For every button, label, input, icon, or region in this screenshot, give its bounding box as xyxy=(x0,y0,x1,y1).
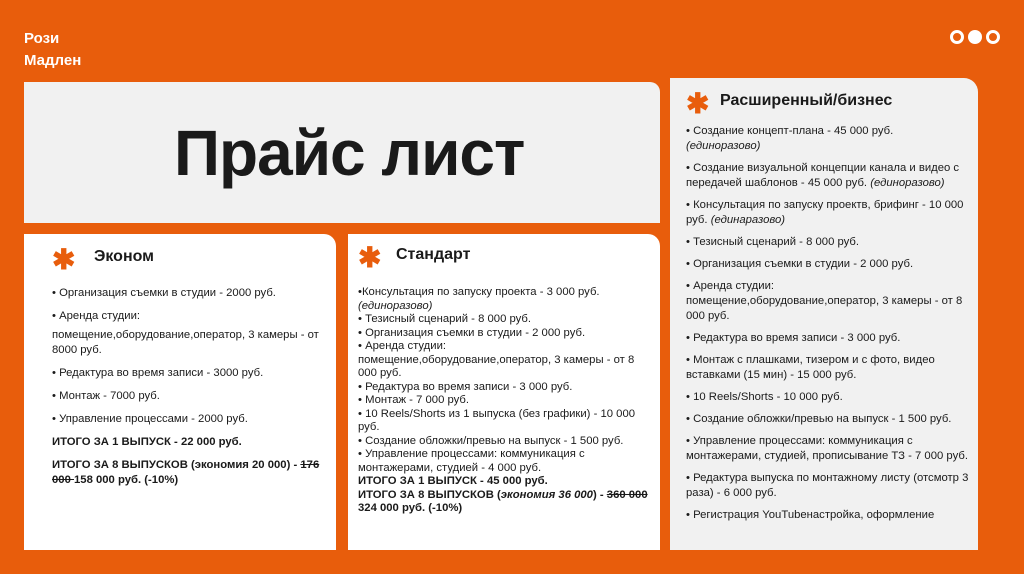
list-item: • Монтаж с плашками, тизером и с фото, видео вставками (15 мин) - 15 000 руб. xyxy=(686,354,935,381)
page-title: Прайс лист xyxy=(174,117,525,189)
list-item: • Тезисный сценарий - 8 000 руб. xyxy=(686,236,860,248)
list-item: • Редактура во время записи - 3 000 руб. xyxy=(686,332,901,344)
list-item: • Монтаж - 7 000 руб. xyxy=(358,394,470,406)
list-item: • Управление процессами - 2000 руб. xyxy=(52,413,248,425)
dot-ring-icon xyxy=(986,30,1000,44)
list-item: • Редактура во время записи - 3000 руб. xyxy=(52,367,264,379)
list-item: • Управление процессами: коммуникация с монтажерами, студией, прописывание ТЗ - 7 000 руб. xyxy=(686,435,968,462)
list-item: • Консультация по запуску проектв, брифинг - 10 000 руб. (единаразово) xyxy=(686,199,964,226)
list-item: • Аренда студии: помещение,оборудование,оператор, 3 камеры - от 8 000 руб. xyxy=(686,280,963,322)
old-price: 360 000 xyxy=(606,488,648,501)
brand-line-1: Рози xyxy=(24,30,60,47)
list-item: • Редактура во время записи - 3 000 руб. xyxy=(358,380,573,393)
list-item: • Организация съемки в студии - 2 000 руб. xyxy=(686,258,914,270)
list-item: • Монтаж - 7000 руб. xyxy=(52,390,160,402)
list-item: • Организация съемки в студии - 2000 руб. xyxy=(52,287,276,299)
list-item: • Создание обложки/превью на выпуск - 1 500 руб. xyxy=(358,434,624,447)
total-one-episode: ИТОГО ЗА 1 ВЫПУСК - 22 000 руб. xyxy=(52,436,242,448)
asterisk-icon: ✱ xyxy=(52,244,76,275)
list-item: • Создание концепт-плана - 45 000 руб. (единоразово) xyxy=(686,125,894,152)
list-item-note: (единоразово) xyxy=(358,299,433,312)
list-item: • 10 Reels/Shorts из 1 выпуска (без графики) - 10 000 руб. xyxy=(358,407,636,433)
list-item: • Создание визуальной концепции канала и видео с передачей шаблонов - 45 000 руб. (единоразово) xyxy=(686,162,960,189)
asterisk-icon: ✱ xyxy=(358,242,382,273)
plan-card-ekonom xyxy=(24,234,336,550)
list-item: • Управление процессами: коммуникация с монтажерами, студией - 4 000 руб. xyxy=(358,448,585,474)
plan-heading: Расширенный/бизнес xyxy=(720,92,893,109)
list-item: • Регистрация YouTubeнастройка, оформление xyxy=(686,509,935,521)
brand-line-2: Мадлен xyxy=(24,52,82,69)
list-item: • Аренда студии: xyxy=(52,310,141,322)
plan-card-business xyxy=(670,78,978,550)
dot-filled-icon xyxy=(968,30,982,44)
total-eight-episodes: ИТОГО ЗА 8 ВЫПУСКОВ (экономия 20 000) - 176 000 158 000 руб. (-10%) xyxy=(52,459,320,486)
list-item: • Аренда студии: xyxy=(358,340,447,352)
list-item: • Организация съемки в студии - 2 000 руб. xyxy=(358,326,586,339)
list-item: • Создание обложки/превью на выпуск - 1 500 руб. xyxy=(686,413,952,425)
list-item: • Редактура выпуска по монтажному листу (отсмотр 3 раза) - 6 000 руб. xyxy=(686,472,969,499)
list-item: • 10 Reels/Shorts - 10 000 руб. xyxy=(686,391,843,403)
brand-name xyxy=(24,28,81,72)
total-one-episode: ИТОГО ЗА 1 ВЫПУСК - 45 000 руб. xyxy=(358,475,548,487)
plan-card-standart xyxy=(348,234,660,550)
total-eight-episodes: ИТОГО ЗА 8 ВЫПУСКОВ (экономия 36 000) - 360 000 324 000 руб. (-10%) xyxy=(358,488,648,514)
dot-ring-icon xyxy=(950,30,964,44)
list-item: помещение,оборудование,оператор, 3 камеры - от 8 000 руб. xyxy=(358,353,635,379)
plan-items xyxy=(52,286,324,496)
list-item: •Консультация по запуску проекта - 3 000 руб. xyxy=(358,286,600,298)
plan-items xyxy=(686,124,970,530)
asterisk-icon: ✱ xyxy=(686,88,710,119)
plan-heading: Стандарт xyxy=(396,246,471,263)
list-item: помещение,оборудование,оператор, 3 камеры - от 8000 руб. xyxy=(52,329,319,356)
plan-items xyxy=(358,286,652,516)
slide-dots-indicator xyxy=(950,30,1000,44)
list-item: • Тезисный сценарий - 8 000 руб. xyxy=(358,313,532,325)
old-price: 176 000 xyxy=(52,459,320,486)
plan-heading: Эконом xyxy=(94,248,155,265)
